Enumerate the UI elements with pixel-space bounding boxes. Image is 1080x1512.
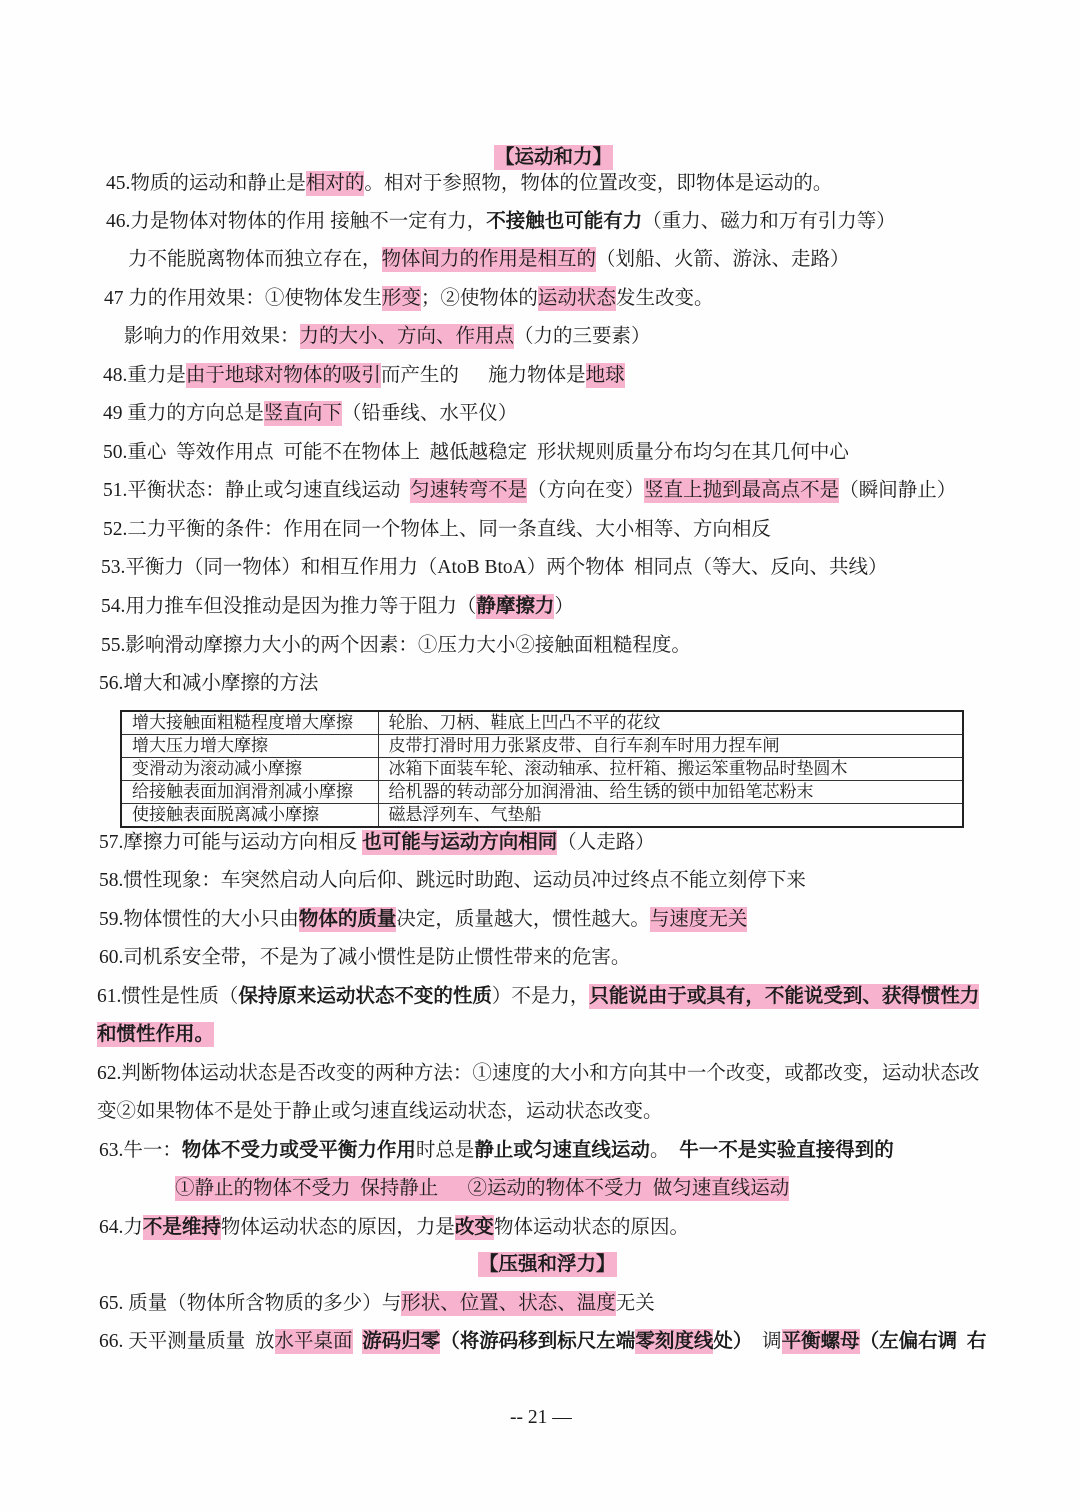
- method-cell: 增大接触面粗糙程度增大摩擦: [121, 711, 378, 735]
- text-run: （重力、磁力和万有引力等）: [642, 211, 896, 232]
- highlighted-text: 也可能与运动方向相同: [362, 832, 558, 853]
- examples-cell: 轮胎、刀柄、鞋底上凹凸不平的花纹: [378, 711, 963, 735]
- examples-cell: 冰箱下面装车轮、滚动轴承、拉杆箱、搬运笨重物品时垫圆木: [378, 758, 963, 781]
- note-56: [99, 671, 318, 697]
- text-run: 54.用力推车但没推动是因为推力等于阻力（: [101, 596, 477, 617]
- text-run: 66. 天平测量质量 放: [99, 1331, 275, 1352]
- highlighted-text: 静摩擦力: [476, 596, 555, 617]
- table-row: [121, 781, 963, 804]
- bold-text: （将游码移到标尺左端: [440, 1331, 636, 1352]
- highlighted-text: 不是维持: [142, 1217, 221, 1238]
- note-63: [99, 1138, 894, 1164]
- table-row: [121, 758, 963, 781]
- note-52: [103, 517, 771, 543]
- highlighted-text: 和惯性作用。: [97, 1024, 215, 1045]
- note-50: [103, 440, 849, 466]
- text-run: （瞬间静止）: [839, 480, 957, 501]
- method-cell: 增大压力增大摩擦: [121, 735, 378, 758]
- text-run: 50.重心 等效作用点 可能不在物体上 越低越稳定 形状规则质量分布均匀在其几何中心: [103, 442, 849, 463]
- highlighted-text: 物体的质量: [298, 909, 397, 930]
- bold-text: 不接触也可能有力: [486, 211, 643, 232]
- note-61-continued: [97, 1022, 214, 1048]
- note-46-continued: [128, 247, 850, 273]
- note-57: [99, 830, 655, 856]
- text-run: ；②使物体的: [420, 288, 538, 309]
- text-run: 48.重力是: [103, 365, 186, 386]
- text-run: （铅垂线、水平仪）: [341, 403, 518, 424]
- note-62: [97, 1061, 979, 1087]
- highlighted-text: 由于地球对物体的吸引: [185, 365, 381, 386]
- table-row: [121, 804, 963, 828]
- note-46: [106, 209, 896, 235]
- note-54: [101, 594, 574, 620]
- text-run: 时总是: [415, 1140, 475, 1161]
- note-60: [99, 945, 630, 971]
- note-59: [99, 907, 747, 933]
- highlighted-text: 与速度无关: [649, 909, 748, 930]
- bold-text: 保持原来运动状态不变的性质: [238, 986, 492, 1007]
- highlighted-text: 竖直上抛到最高点不是: [644, 480, 840, 501]
- text-run: 49 重力的方向总是: [103, 403, 264, 424]
- text-run: 63.牛一：: [99, 1140, 182, 1161]
- text-run: 物体运动状态的原因。: [493, 1217, 689, 1238]
- note-66: [99, 1329, 986, 1355]
- text-run: 53.平衡力（同一物体）和相互作用力（AtoB BtoA）两个物体 相同点（等大、反向、共线）: [101, 557, 888, 578]
- text-run: 55.影响滑动摩擦力大小的两个因素：①压力大小②接触面粗糙程度。: [101, 635, 691, 656]
- text-run: [353, 1331, 363, 1352]
- bold-text: 静止或匀速直线运动: [474, 1140, 650, 1161]
- method-cell: 给接触表面加润滑剂减小摩擦: [121, 781, 378, 804]
- text-run: 决定，质量越大，惯性越大。: [396, 909, 650, 930]
- text-run: 而产生的 施力物体是: [380, 365, 586, 386]
- text-run: 58.惯性现象：车突然启动人向后仰、跳远时助跑、运动员冲过终点不能立刻停下来: [99, 870, 806, 891]
- text-run: 52.二力平衡的条件：作用在同一个物体上、同一条直线、大小相等、方向相反: [103, 519, 771, 540]
- note-63-continued: [175, 1176, 789, 1202]
- note-64: [99, 1215, 689, 1241]
- text-run: 59.物体惯性的大小只由: [99, 909, 299, 930]
- text-run: （方向在变）: [527, 480, 645, 501]
- text-run: 61.惯性是性质（: [97, 986, 239, 1007]
- text-run: ）不是力，: [491, 986, 590, 1007]
- text-run: （力的三要素）: [514, 326, 651, 347]
- note-62-continued: [97, 1099, 663, 1125]
- highlighted-text: 平衡螺母: [781, 1331, 860, 1352]
- examples-cell: 皮带打滑时用力张紧皮带、自行车刹车时用力捏车闸: [378, 735, 963, 758]
- note-48: [103, 363, 625, 389]
- note-65: [99, 1291, 655, 1317]
- text-run: ）: [554, 596, 574, 617]
- note-53: [101, 555, 888, 581]
- note-49: [103, 401, 517, 427]
- highlighted-text: 竖直向下: [263, 403, 342, 424]
- text-run: 调: [752, 1331, 782, 1352]
- text-run: 变②如果物体不是处于静止或匀速直线运动状态，运动状态改变。: [97, 1101, 663, 1122]
- highlighted-text: 物体间力的作用是相互的: [381, 249, 597, 270]
- text-run: 65. 质量（物体所含物质的多少）与: [99, 1293, 402, 1314]
- method-cell: 变滑动为滚动减小摩擦: [121, 758, 378, 781]
- text-run: 。相对于参照物，物体的位置改变，即物体是运动的。: [364, 173, 833, 194]
- examples-cell: 磁悬浮列车、气垫船: [378, 804, 963, 828]
- text-run: 影响力的作用效果：: [124, 326, 300, 347]
- note-47: [104, 286, 713, 312]
- section-heading-motion: [494, 145, 613, 171]
- text-run: 51.平衡状态：静止或匀速直线运动: [103, 480, 411, 501]
- highlighted-text: 匀速转弯不是: [410, 480, 528, 501]
- note-45: [106, 171, 832, 197]
- note-51: [103, 478, 956, 504]
- friction-methods-table: [120, 710, 964, 828]
- highlighted-text: 运动状态: [537, 288, 616, 309]
- highlighted-text: 形状、位置、状态、温度: [401, 1293, 616, 1314]
- text-run: （划船、火箭、游泳、走路）: [596, 249, 850, 270]
- text-run: （人走路）: [557, 832, 655, 853]
- highlighted-text: 形变: [381, 288, 421, 309]
- text-run: 56.增大和减小摩擦的方法: [99, 673, 319, 694]
- table-row: [121, 711, 963, 735]
- text-run: 45.物质的运动和静止是: [106, 173, 306, 194]
- bold-text: 牛一不是实验直接得到的: [679, 1140, 894, 1161]
- highlighted-text: 地球: [585, 365, 625, 386]
- text-run: 57.摩擦力可能与运动方向相反: [99, 832, 363, 853]
- table-row: [121, 735, 963, 758]
- highlighted-text: 力的大小、方向、作用点: [299, 326, 515, 347]
- text-run: 。: [649, 1140, 680, 1161]
- text-run: 47 力的作用效果：①使物体发生: [104, 288, 382, 309]
- text-run: 62.判断物体运动状态是否改变的两种方法：①速度的大小和方向其中一个改变，或都改变，运动状态改: [97, 1063, 980, 1084]
- examples-cell: 给机器的转动部分加润滑油、给生锈的锁中加铅笔芯粉末: [378, 781, 963, 804]
- note-58: [99, 868, 806, 894]
- method-cell: 使接触表面脱离减小摩擦: [121, 804, 378, 828]
- section-title: 【运动和力】: [495, 147, 613, 168]
- text-run: 46.力是物体对物体的作用 接触不一定有力，: [106, 211, 487, 232]
- text-run: 无关: [615, 1293, 655, 1314]
- section-title: 【压强和浮力】: [479, 1254, 616, 1275]
- text-run: 64.力: [99, 1217, 143, 1238]
- highlighted-text: 零刻度线: [635, 1331, 714, 1352]
- highlighted-text: ①静止的物体不受力 保持静止 ②运动的物体不受力 做匀速直线运动: [175, 1178, 790, 1199]
- highlighted-text: 相对的: [305, 173, 365, 194]
- note-55: [101, 633, 691, 659]
- text-run: 力不能脱离物体而独立存在，: [128, 249, 382, 270]
- bold-text: 物体不受力或受平衡力作用: [181, 1140, 416, 1161]
- text-run: 60.司机系安全带，不是为了减小惯性是防止惯性带来的危害。: [99, 947, 631, 968]
- text-run: 物体运动状态的原因，力是: [220, 1217, 455, 1238]
- section-heading-pressure: [478, 1252, 617, 1278]
- page-number: -- 21 —: [510, 1407, 572, 1428]
- highlighted-text: 改变: [454, 1217, 494, 1238]
- bold-text: （左偏右调 右: [859, 1331, 987, 1352]
- note-47-continued: [124, 324, 651, 350]
- note-61: [97, 984, 979, 1010]
- bold-text: 处）: [713, 1331, 753, 1352]
- highlighted-text: 只能说由于或具有，不能说受到、获得惯性力: [589, 986, 980, 1007]
- highlighted-text: 游码归零: [362, 1331, 441, 1352]
- highlighted-text: 水平桌面: [274, 1331, 353, 1352]
- text-run: 发生改变。: [615, 288, 714, 309]
